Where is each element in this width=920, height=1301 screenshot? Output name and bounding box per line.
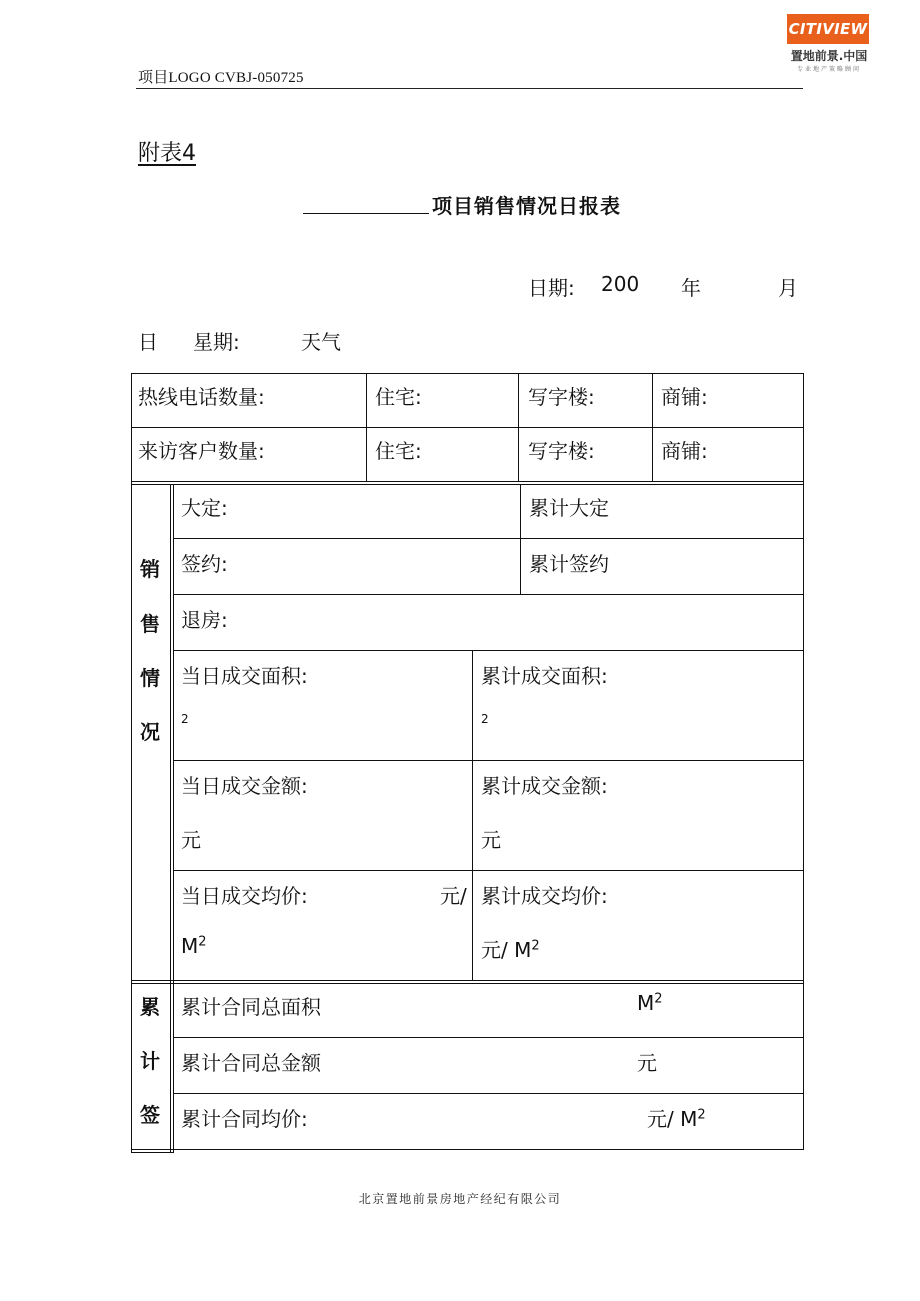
cumulative-amount-unit: 元 [481,828,501,852]
table-line [131,980,803,981]
sales-section-label-char: 况 [140,720,160,744]
year-prefix: 200 [601,272,640,296]
footer-company-name: 北京置地前景房地产经纪有限公司 [358,1192,562,1206]
table-line [131,1149,803,1150]
contract-area-field[interactable]: 累计合同总面积 [181,995,321,1019]
table-line [131,481,803,482]
table-line [131,427,803,428]
contract-avg-unit: 元/ $M^2$ [647,1107,706,1131]
table-line [131,373,132,1153]
cumulative-deposit-field[interactable]: 累计大定 [529,496,609,520]
table-line [173,538,803,539]
weather-label: 天气 [301,330,341,354]
cumulative-avg-price-field[interactable]: 累计成交均价: [481,884,608,908]
daily-avg-unit-b: $M^2$ [181,934,207,958]
title-project-blank [303,213,429,214]
hotline-office-field[interactable]: 写字楼: [528,385,595,409]
month-label: 月 [778,276,798,300]
cumulative-avg-unit: 元/ $M^2$ [481,938,540,962]
refund-field[interactable]: 退房: [181,608,228,632]
deposit-field[interactable]: 大定: [181,496,228,520]
visitor-count-label: 来访客户数量: [138,439,265,463]
table-line [173,870,803,871]
contract-area-unit: $M^2$ [637,991,663,1015]
table-line [173,594,803,595]
visitor-residential-field[interactable]: 住宅: [375,439,422,463]
table-line [173,760,803,761]
table-line [518,373,519,481]
logo-slogan: 专业地产策略顾问 [796,66,861,73]
contract-section-label-char: 签 [140,1103,160,1127]
date-label: 日期: [528,276,575,300]
table-line [131,373,803,374]
company-logo: CITIVIEW [787,14,869,44]
logo-company-name: 置地前景.中国 [790,49,868,63]
table-line [131,983,803,984]
day-label: 日 [138,330,158,354]
table-line [173,1093,803,1094]
sales-section-label-char: 售 [140,612,160,636]
hotline-count-label: 热线电话数量: [138,385,265,409]
table-line [173,650,803,651]
daily-amount-field[interactable]: 当日成交金额: [181,774,308,798]
table-line [803,373,804,1150]
daily-area-unit: 2 [181,712,189,726]
cumulative-area-unit: 2 [481,712,489,726]
cumulative-amount-field[interactable]: 累计成交金额: [481,774,608,798]
visitor-shop-field[interactable]: 商铺: [661,439,708,463]
table-line [131,1152,173,1153]
weekday-label: 星期: [193,330,240,354]
contract-amount-unit: 元 [637,1051,657,1075]
table-line [366,373,367,481]
table-line [520,484,521,594]
visitor-office-field[interactable]: 写字楼: [528,439,595,463]
contract-section-label-char: 计 [140,1049,160,1073]
table-line [173,484,174,1153]
table-line [472,650,473,980]
daily-area-field[interactable]: 当日成交面积: [181,664,308,688]
contract-section-label-char: 累 [140,995,160,1019]
page-title: 项目销售情况日报表 [432,194,621,218]
signed-field[interactable]: 签约: [181,552,228,576]
header-divider [136,88,803,89]
annex-label: 附表4 [138,141,196,166]
table-line [652,373,653,481]
daily-amount-unit: 元 [181,828,201,852]
header-doc-code: 项目LOGO CVBJ-050725 [138,70,304,86]
sales-section-label-char: 销 [140,557,160,581]
table-line [170,484,171,1153]
contract-avg-price-field[interactable]: 累计合同均价: [181,1107,308,1131]
sales-section-label-char: 情 [140,666,160,690]
cumulative-signed-field[interactable]: 累计签约 [529,552,609,576]
table-line [173,1037,803,1038]
contract-amount-field[interactable]: 累计合同总金额 [181,1051,321,1075]
hotline-residential-field[interactable]: 住宅: [375,385,422,409]
hotline-shop-field[interactable]: 商铺: [661,385,708,409]
year-label: 年 [681,276,701,300]
daily-avg-unit-a: 元/ [440,884,467,908]
daily-avg-price-field[interactable]: 当日成交均价: [181,884,308,908]
table-line [131,484,803,485]
cumulative-area-field[interactable]: 累计成交面积: [481,664,608,688]
